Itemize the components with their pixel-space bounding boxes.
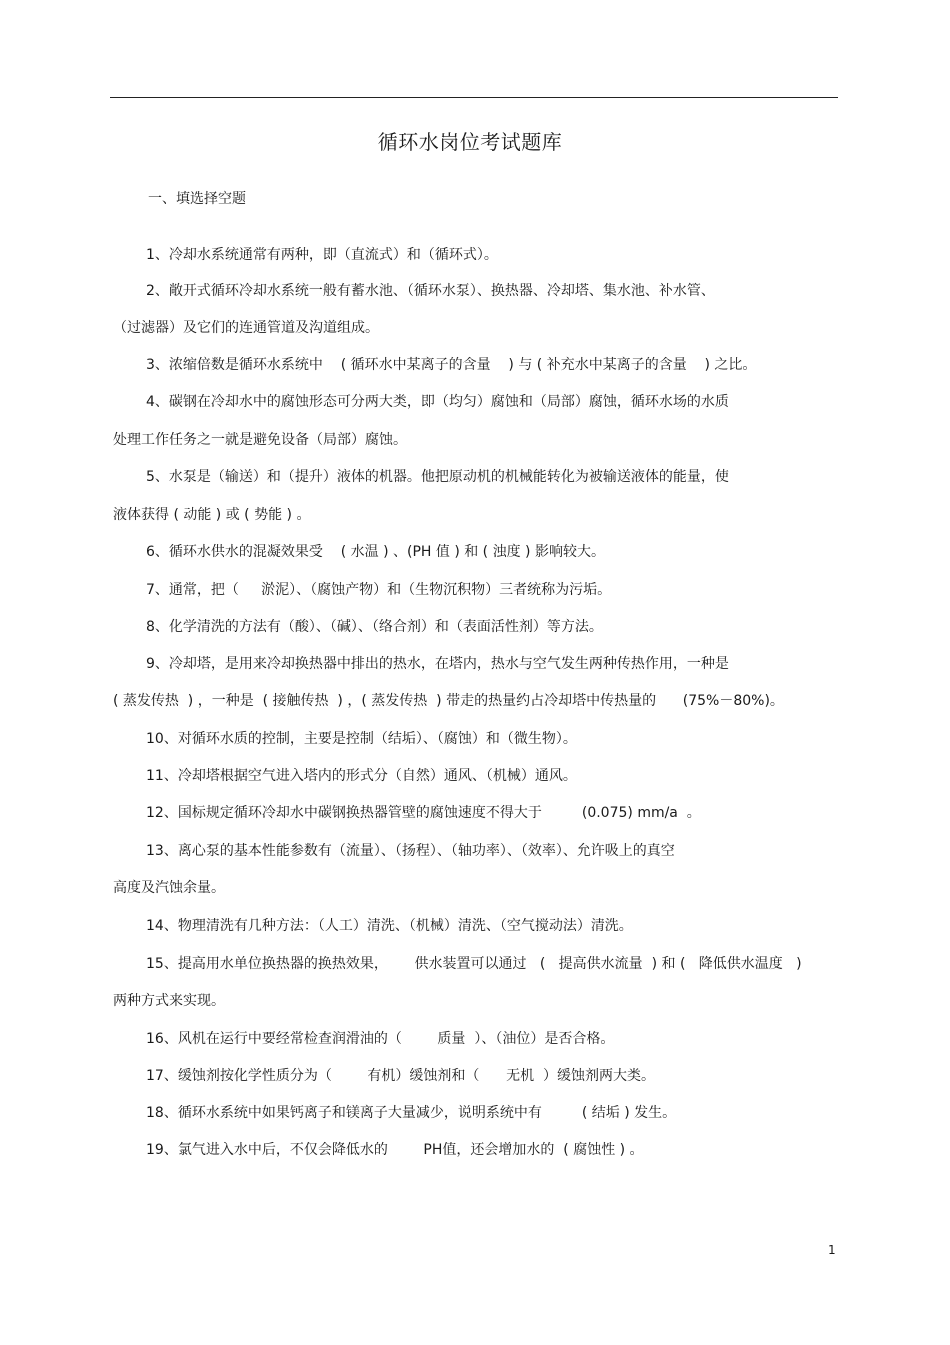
- question-16-line-1: 16、风机在运行中要经常检查润滑油的（ 质量 ）、（油位）是否合格。: [146, 1031, 615, 1047]
- header-rule: [110, 97, 838, 98]
- question-19-line-1: 19、氯气进入水中后，不仅会降低水的 PH值，还会增加水的 ( 腐蚀性 ) 。: [146, 1142, 644, 1158]
- question-6-line-1: 6、循环水供水的混凝效果受 ( 水温 ) 、(PH 值 ) 和 ( 浊度 ) 影响较大。: [146, 544, 605, 560]
- question-7-line-1: 7、通常，把（ 淤泥）、（腐蚀产物）和（生物沉积物）三者统称为污垢。: [146, 582, 612, 598]
- question-14-line-1: 14、物理清洗有几种方法：（人工）清洗、（机械）清洗、（空气搅动法）清洗。: [146, 918, 633, 934]
- question-1-line-1: 1、冷却水系统通常有两种，即（直流式）和（循环式）。: [146, 247, 498, 263]
- question-10-line-1: 10、对循环水质的控制，主要是控制（结垢）、（腐蚀）和（微生物）。: [146, 731, 577, 747]
- question-4-line-1: 4、碳钢在冷却水中的腐蚀形态可分两大类，即（均匀）腐蚀和（局部）腐蚀，循环水场的水质: [146, 394, 729, 410]
- question-9-line-2: ( 蒸发传热 ) ，一种是 ( 接触传热 ) ，( 蒸发传热 ) 带走的热量约占冷却塔中传热量的 (75%－80%)。: [113, 693, 784, 709]
- question-2-line-2: （过滤器）及它们的连通管道及沟道组成。: [113, 320, 379, 336]
- question-5-line-1: 5、水泵是（输送）和（提升）液体的机器。他把原动机的机械能转化为被输送液体的能量，使: [146, 469, 729, 485]
- question-12-line-1: 12、国标规定循环冷却水中碳钢换热器管壁的腐蚀速度不得大于 (0.075) mm/a 。: [146, 805, 701, 821]
- question-2-line-1: 2、敞开式循环冷却水系统一般有蓄水池、（循环水泵）、换热器、冷却塔、集水池、补水管、: [146, 283, 715, 299]
- question-9-line-1: 9、冷却塔，是用来冷却换热器中排出的热水，在塔内，热水与空气发生两种传热作用，一种是: [146, 656, 729, 672]
- document-title: 循环水岗位考试题库: [377, 130, 563, 154]
- question-15-line-2: 两种方式来实现。: [113, 993, 225, 1009]
- section-heading: 一、填选择空题: [148, 191, 246, 207]
- question-4-line-2: 处理工作任务之一就是避免设备（局部）腐蚀。: [113, 432, 407, 448]
- question-13-line-2: 高度及汽蚀余量。: [113, 880, 225, 896]
- question-18-line-1: 18、循环水系统中如果钙离子和镁离子大量减少，说明系统中有 ( 结垢 ) 发生。: [146, 1105, 677, 1121]
- question-8-line-1: 8、化学清洗的方法有（酸）、（碱）、（络合剂）和（表面活性剂）等方法。: [146, 619, 603, 635]
- page-number: 1: [828, 1243, 836, 1257]
- question-11-line-1: 11、冷却塔根据空气进入塔内的形式分（自然）通风、（机械）通风。: [146, 768, 577, 784]
- question-17-line-1: 17、缓蚀剂按化学性质分为（ 有机）缓蚀剂和（ 无机 ）缓蚀剂两大类。: [146, 1068, 656, 1084]
- question-15-line-1: 15、提高用水单位换热器的换热效果， 供水装置可以通过 ( 提高供水流量 ) 和 ( 降低供水温度 ): [146, 956, 802, 972]
- question-13-line-1: 13、离心泵的基本性能参数有（流量）、（扬程）、（轴功率）、（效率）、允许吸上的真空: [146, 843, 675, 859]
- question-3-line-1: 3、浓缩倍数是循环水系统中 ( 循环水中某离子的含量 ) 与 ( 补充水中某离子的含量 ) 之比。: [146, 357, 757, 373]
- question-5-line-2: 液体获得 ( 动能 ) 或 ( 势能 ) 。: [113, 507, 311, 523]
